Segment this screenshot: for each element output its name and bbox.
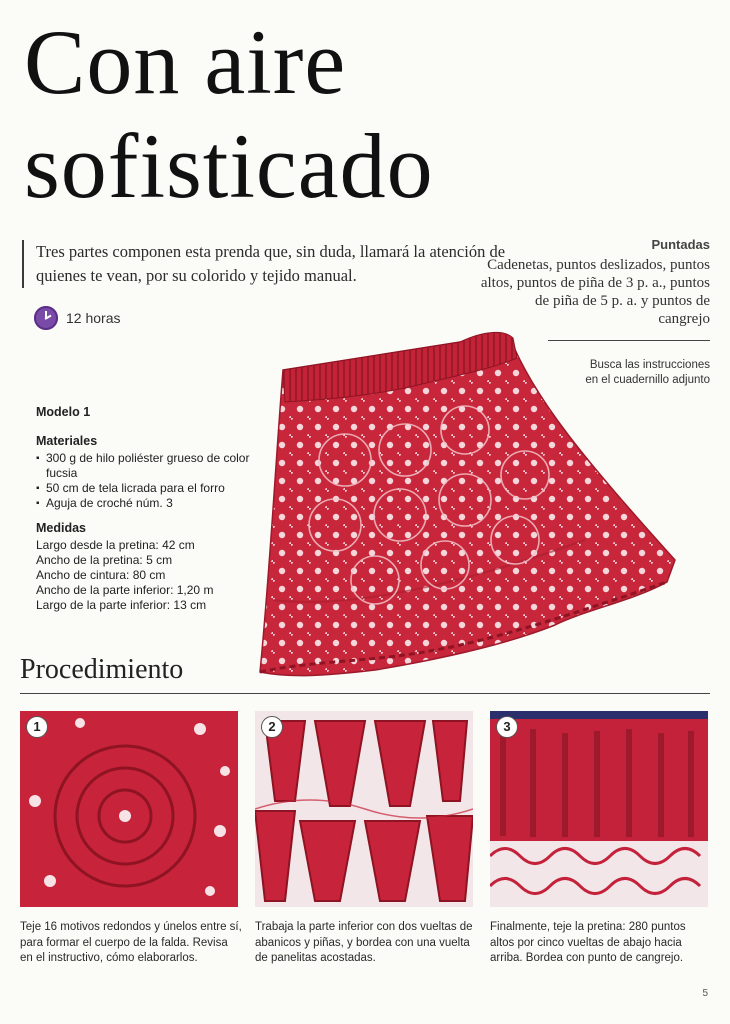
- step-2-badge: 2: [261, 716, 283, 738]
- step-3-caption: Finalmente, teje la pretina: 280 puntos altos por cinco vueltas de abajo hacia arriba. Bordea con punto de cangrejo.: [490, 921, 686, 964]
- list-item: Ancho de cintura: 80 cm: [36, 568, 166, 582]
- skirt-photo: [255, 310, 685, 690]
- list-item: Largo desde la pretina: 42 cm: [36, 538, 195, 552]
- time-estimate: [34, 306, 120, 330]
- note-line-2: en el cuadernillo adjunto: [585, 374, 710, 386]
- step-2-caption: Trabaja la parte inferior con dos vueltas de abanicos y piñas, y bordea con una vuelta de panelitas acostadas.: [255, 921, 473, 964]
- list-item: ▪ Aguja de croché núm. 3: [36, 496, 266, 511]
- list-item: Largo de la parte inferior: 13 cm: [36, 598, 207, 612]
- step-1-badge: 1: [26, 716, 48, 738]
- procedure-heading: Procedimiento: [20, 654, 184, 685]
- list-item: Ancho de la parte inferior: 1,20 m: [36, 583, 214, 597]
- measures-list: [36, 538, 266, 613]
- stitches-text: Cadenetas, puntos deslizados, puntos altos, puntos de piña de 3 p. a., puntos de piña de 5 p. a. y puntos de cangrejo: [480, 257, 710, 327]
- materials-list: [36, 451, 266, 511]
- step-2-photo: [255, 711, 473, 907]
- time-label: 12 horas: [66, 310, 121, 326]
- title-line-1: Con aire: [24, 11, 347, 113]
- list-item: Ancho de la pretina: 5 cm: [36, 553, 173, 567]
- page-number: 5: [702, 988, 708, 999]
- pineapple-closeup: [255, 711, 473, 907]
- stitches-heading: Puntadas: [651, 237, 710, 252]
- motif-closeup: [20, 711, 238, 907]
- step-1-photo: [20, 711, 238, 907]
- step-3-photo: [490, 711, 708, 907]
- waistband-closeup: [490, 711, 708, 907]
- clock-icon: [34, 306, 58, 330]
- intro-text: Tres partes componen esta prenda que, sin duda, llamará la atención de quienes te vean, por su colorido y tejido manual.: [22, 240, 506, 288]
- list-item: ▪ 50 cm de tela licrada para el forro: [36, 481, 266, 496]
- materials-heading: Materiales: [36, 434, 98, 448]
- title-line-2: sofisticado: [24, 115, 434, 217]
- note-line-1: Busca las instrucciones: [589, 359, 710, 371]
- measures-heading: Medidas: [36, 521, 87, 535]
- step-3-badge: 3: [496, 716, 518, 738]
- specs-panel: [36, 405, 266, 623]
- page-title: [24, 10, 644, 218]
- list-item: ▪ 300 g de hilo poliéster grueso de color fucsia: [36, 451, 266, 481]
- divider: [20, 693, 710, 694]
- step-1-caption: Teje 16 motivos redondos y únelos entre sí, para formar el cuerpo de la falda. Revisa en el instructivo, cómo elaborarlos.: [20, 921, 242, 964]
- model-label: Modelo 1: [36, 405, 91, 419]
